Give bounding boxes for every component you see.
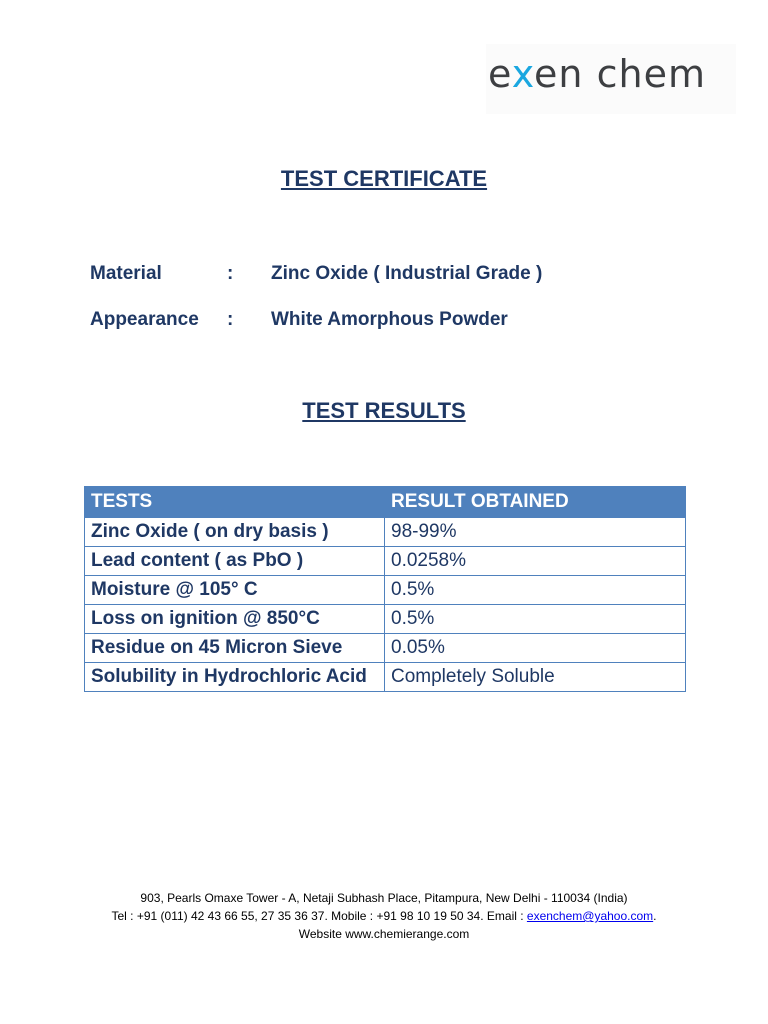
table-row <box>85 547 686 576</box>
table-row <box>85 605 686 634</box>
test-name: Solubility in Hydrochloric Acid <box>85 663 385 692</box>
test-name: Zinc Oxide ( on dry basis ) <box>85 518 385 547</box>
test-result: 0.05% <box>385 634 686 663</box>
field-value: Zinc Oxide ( Industrial Grade ) <box>271 263 543 284</box>
test-result: 0.5% <box>385 605 686 634</box>
table-row <box>85 634 686 663</box>
logo-text: exen chem <box>488 52 706 96</box>
table-row <box>85 663 686 692</box>
company-logo <box>486 44 736 114</box>
test-name: Lead content ( as PbO ) <box>85 547 385 576</box>
field-colon: : <box>227 263 234 284</box>
test-name: Residue on 45 Micron Sieve <box>85 634 385 663</box>
footer-address: 903, Pearls Omaxe Tower - A, Netaji Subhash Place, Pitampura, New Delhi - 110034 (India) <box>140 891 628 905</box>
header-result: RESULT OBTAINED <box>385 487 686 518</box>
test-result: 0.5% <box>385 576 686 605</box>
test-result: 98-99% <box>385 518 686 547</box>
table-header-row <box>85 487 686 518</box>
footer-contact: Tel : +91 (011) 42 43 66 55, 27 35 36 37. Mobile : +91 98 10 19 50 34. Email : exenchem@yahoo.com. <box>111 909 657 923</box>
table-row <box>85 576 686 605</box>
footer <box>0 889 768 943</box>
section-title-results: TEST RESULTS <box>302 398 466 423</box>
test-result: Completely Soluble <box>385 663 686 692</box>
test-name: Moisture @ 105° C <box>85 576 385 605</box>
field-label: Material <box>90 263 162 284</box>
test-name: Loss on ignition @ 850°C <box>85 605 385 634</box>
email-link[interactable]: exenchem@yahoo.com <box>526 909 654 923</box>
field-colon: : <box>227 309 234 330</box>
table-row <box>85 518 686 547</box>
footer-website: Website www.chemierange.com <box>298 927 470 941</box>
header-tests: TESTS <box>85 487 385 518</box>
field-label: Appearance <box>90 309 199 330</box>
page-title: TEST CERTIFICATE <box>280 166 488 191</box>
results-table <box>84 486 686 692</box>
test-result: 0.0258% <box>385 547 686 576</box>
field-value: White Amorphous Powder <box>271 309 508 330</box>
